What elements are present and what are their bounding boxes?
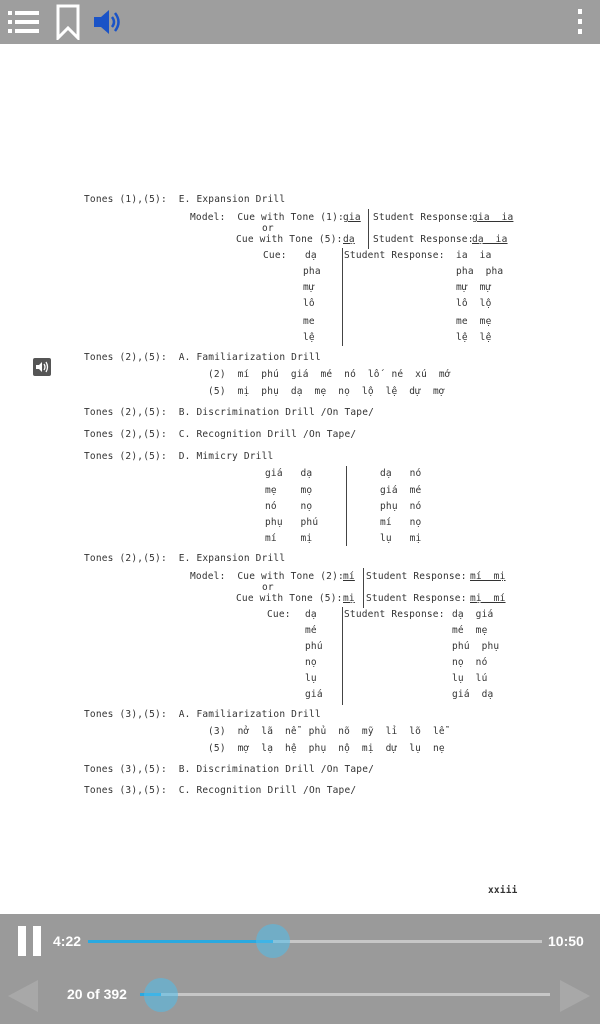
bookmark-icon[interactable]	[56, 4, 80, 44]
drill-line: (2) mí phú giá mé nó lố né xú mớ	[208, 369, 451, 380]
model-cue: Model: Cue with Tone (2):	[190, 571, 344, 582]
section-heading: Tones (3),(5): C. Recognition Drill /On Tape/	[84, 785, 357, 796]
menu-icon[interactable]	[8, 8, 40, 40]
model-response-words: mị mí	[470, 593, 506, 604]
drill-line: (3) nở lã nễ phủ nõ mỹ lỉ lõ lễ	[208, 726, 445, 737]
response-word: me mẹ	[456, 316, 492, 327]
cue-label: Cue:	[267, 609, 291, 620]
cue-word: lụ	[305, 673, 317, 684]
response-word: lệ lệ	[456, 332, 492, 343]
page-indicator: 20 of 392	[67, 986, 127, 1002]
drill-line: (5) mị phụ dạ mẹ nọ lộ lệ dự mợ	[208, 386, 445, 397]
mimicry-pair: phụ phú	[265, 517, 319, 528]
model-cue-word: mí	[343, 571, 355, 582]
model-cue-word: gia	[343, 212, 361, 223]
model-response-label: Student Response:	[373, 234, 474, 245]
response-label: Student Response:	[344, 250, 445, 261]
divider	[368, 209, 369, 249]
mimicry-pair: giá mé	[380, 485, 422, 496]
cue-word: me	[303, 316, 315, 327]
mimicry-pair: mí nọ	[380, 517, 422, 528]
drill-line: (5) mợ lạ hệ phụ nộ mị dự lụ nẹ	[208, 743, 445, 754]
model-cue: Cue with Tone (5):	[236, 593, 343, 604]
mimicry-pair: mẹ mọ	[265, 485, 313, 496]
section-heading: Tones (3),(5): A. Familiarization Drill	[84, 709, 321, 720]
mimicry-pair: lụ mị	[380, 533, 422, 544]
response-word: mé mẹ	[452, 625, 488, 636]
response-word: lụ lú	[452, 673, 488, 684]
model-cue-word: dạ	[343, 234, 355, 245]
total-time: 10:50	[548, 933, 584, 949]
cue-word: lệ	[303, 332, 315, 343]
cue-word: mự	[303, 282, 315, 293]
previous-page-icon[interactable]	[0, 974, 40, 1022]
or-label: or	[262, 582, 274, 593]
model-response-label: Student Response:	[366, 593, 467, 604]
audio-clip-icon[interactable]	[33, 358, 51, 376]
mimicry-pair: dạ nó	[380, 468, 422, 479]
page-progress-track[interactable]	[140, 993, 550, 996]
cue-word: mé	[305, 625, 317, 636]
model-response-label: Student Response:	[366, 571, 467, 582]
page-number: xxiii	[488, 885, 518, 896]
model-response-label: Student Response:	[373, 212, 474, 223]
response-word: mự mự	[456, 282, 492, 293]
overflow-menu-icon[interactable]	[576, 8, 584, 40]
top-toolbar	[0, 0, 600, 44]
response-word: nọ nó	[452, 657, 488, 668]
page-seek-handle[interactable]	[144, 978, 178, 1012]
section-heading: Tones (2),(5): E. Expansion Drill	[84, 553, 286, 564]
response-word: lô lộ	[456, 298, 492, 309]
audio-seek-handle[interactable]	[256, 924, 290, 958]
response-word: giá dạ	[452, 689, 494, 700]
document-page	[0, 44, 600, 914]
response-word: phú phụ	[452, 641, 500, 652]
model-response-words: dạ ia	[472, 234, 508, 245]
mimicry-pair: mí mị	[265, 533, 313, 544]
section-heading: Tones (1),(5): E. Expansion Drill	[84, 194, 286, 205]
section-heading: Tones (3),(5): B. Discrimination Drill /On Tape/	[84, 764, 375, 775]
cue-word: dạ	[305, 250, 317, 261]
cue-word: dạ	[305, 609, 317, 620]
model-cue-word: mị	[343, 593, 355, 604]
response-word: ia ia	[456, 250, 492, 261]
section-heading: Tones (2),(5): B. Discrimination Drill /On Tape/	[84, 407, 375, 418]
speaker-icon[interactable]	[92, 6, 124, 42]
section-heading: Tones (2),(5): C. Recognition Drill /On Tape/	[84, 429, 357, 440]
model-cue: Model: Cue with Tone (1):	[190, 212, 344, 223]
divider	[363, 568, 364, 608]
cue-label: Cue:	[263, 250, 287, 261]
cue-word: pha	[303, 266, 321, 277]
pause-icon[interactable]	[18, 926, 42, 956]
divider	[342, 248, 343, 346]
cue-word: nọ	[305, 657, 317, 668]
cue-word: phú	[305, 641, 323, 652]
response-word: dạ giá	[452, 609, 494, 620]
elapsed-time: 4:22	[53, 933, 82, 949]
model-response-words: gia ia	[472, 212, 514, 223]
response-label: Student Response:	[344, 609, 445, 620]
divider	[342, 607, 343, 705]
cue-word: lô	[303, 298, 315, 309]
cue-word: giá	[305, 689, 323, 700]
mimicry-pair: nó nọ	[265, 501, 313, 512]
audio-progress-fill	[88, 940, 273, 943]
section-heading: Tones (2),(5): D. Mimicry Drill	[84, 451, 274, 462]
mimicry-pair: phụ nó	[380, 501, 422, 512]
audio-player	[0, 914, 600, 1024]
model-response-words: mí mị	[470, 571, 506, 582]
next-page-icon[interactable]	[558, 974, 598, 1022]
model-cue: Cue with Tone (5):	[236, 234, 343, 245]
divider	[346, 466, 347, 546]
mimicry-pair: giá dạ	[265, 468, 313, 479]
or-label: or	[262, 223, 274, 234]
section-heading: Tones (2),(5): A. Familiarization Drill	[84, 352, 321, 363]
response-word: pha pha	[456, 266, 504, 277]
